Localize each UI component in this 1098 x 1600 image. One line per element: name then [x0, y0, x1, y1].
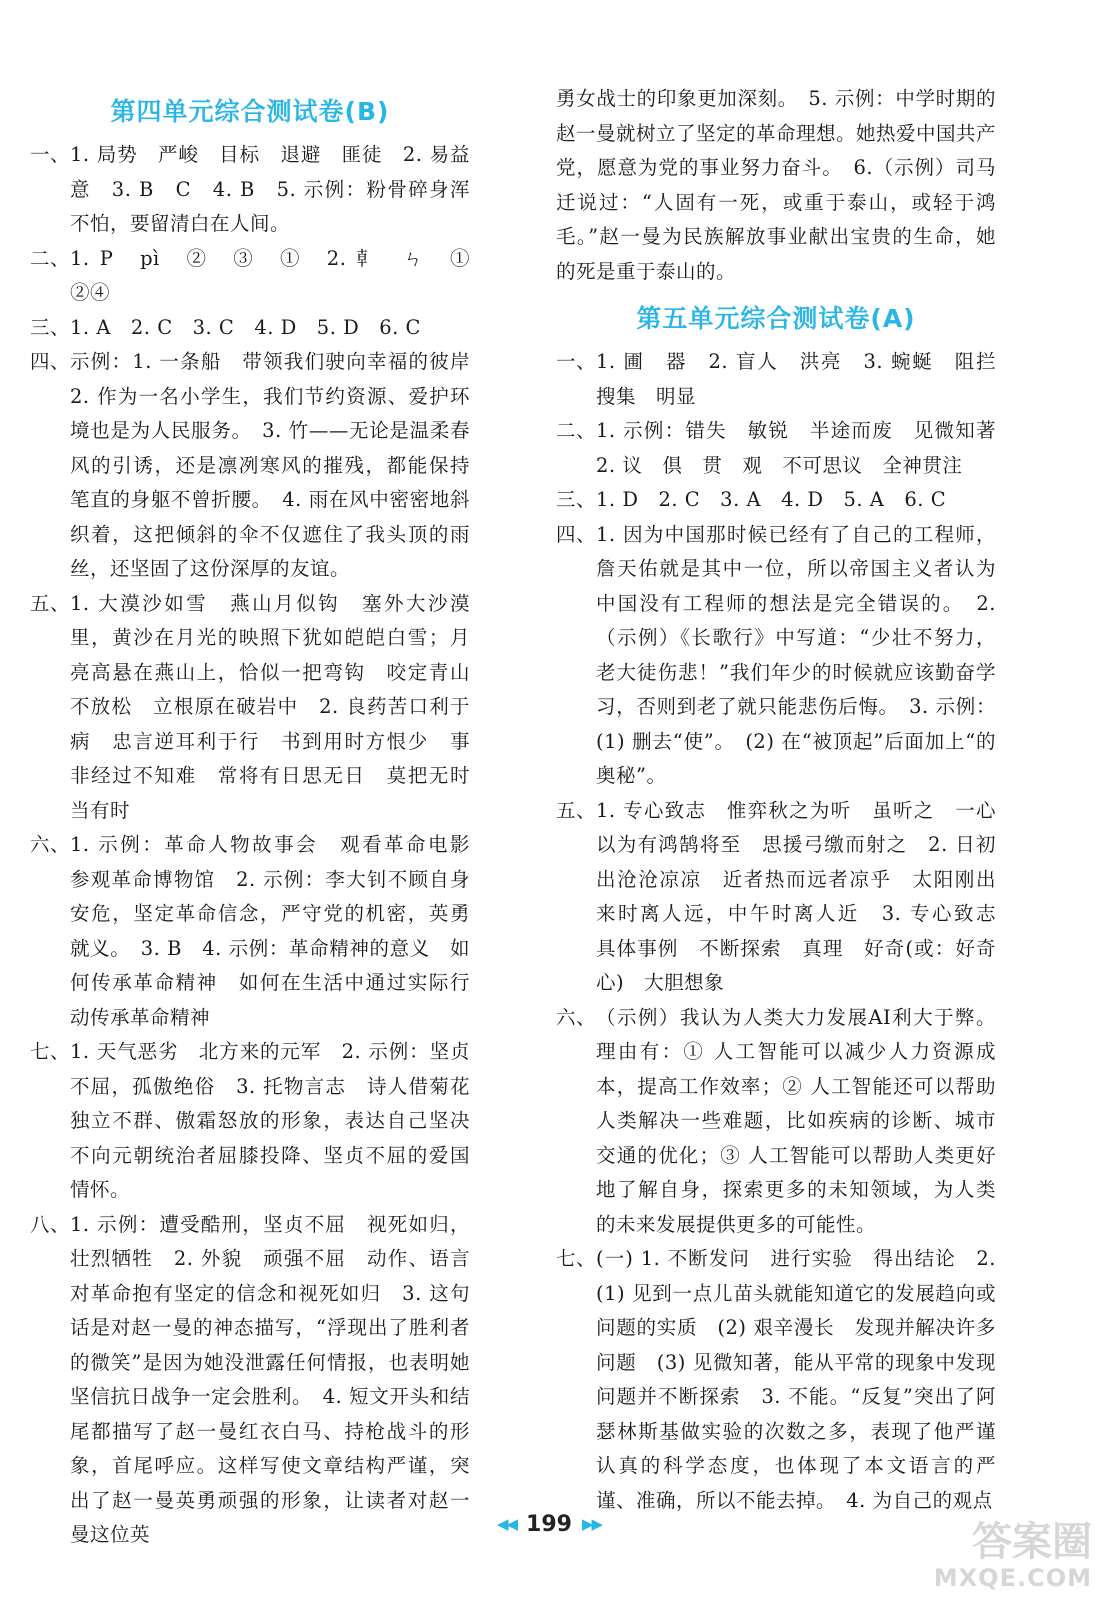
item-number: 六、: [30, 833, 71, 856]
left-column: [30, 82, 491, 1553]
item-text: 1. P pì ② ③ ① 2. 龺 ㄣ ① ②④: [70, 246, 491, 304]
item-text: 1. 因为中国那时候已经有了自己的工程师，詹天佑就是其中一位，所以帝国主义者认为中国没有工程师的想法是完全错误的。 2.（示例）《长歌行》中写道：“少壮不努力，老大徒伤悲！”我们年少的时候就应该勤奋学习，否则到老了就只能悲伤后悔。 3. 示例：(1) 删去“使”。 (2) 在“被顶起”后面加上“的奥秘”。: [596, 522, 996, 787]
item-number: 四、: [556, 522, 597, 546]
section-title-unit5a: 第五单元综合测试卷(A): [636, 304, 916, 333]
prev-arrows-icon: ◀◀: [496, 1515, 517, 1533]
item-text: 勇女战士的印象更加深刻。 5. 示例：中学时期的赵一曼就树立了坚定的革命理想。她热爱中国共产党，愿意为党的事业努力奋斗。 6.（示例）司马迁说过：“人固有一死，或重于泰山，或轻于鸿毛。”赵一曼为民族解放事业献出宝贵的生命，她的死是重于泰山的。: [556, 87, 997, 283]
item-text: (一) 1. 不断发问 进行实验 得出结论 2. (1) 见到一点儿苗头就能知道它的发展趋向或问题的实质 (2) 艰辛漫长 发现并解决许多问题 (3) 见微知著，能从平常的现象中发现问题并不断探索 3. 不能。“反复”突出了阿瑟林斯基做实验的次数之多，表现了他严谨认真的科学态度，也体现了本文语言的严谨、准确，所以不能去掉。 4. 为自己的观点: [596, 1247, 996, 1512]
item-text: 1. A 2. C 3. C 4. D 5. D 6. C: [70, 315, 421, 339]
watermark-logo: [892, 1520, 1092, 1592]
answer-item: [556, 1001, 996, 1243]
item-number: 七、: [556, 1247, 597, 1270]
item-number: 五、: [556, 798, 597, 822]
answer-item: [30, 345, 491, 587]
item-number: 四、: [30, 350, 71, 373]
answer-item: [556, 483, 996, 518]
answer-continuation: [556, 82, 996, 289]
item-text: 1. 大漠沙如雪 燕山月似钩 塞外大沙漠里，黄沙在月光的映照下犹如皑皑白雪；月亮高悬在燕山上，恰似一把弯钩 咬定青山不放松 立根原在破岩中 2. 良药苦口利于病 忠言逆耳利于行 书到用时方恨少 事非经过不知难 常将有日思无日 莫把无时当有时: [70, 591, 470, 822]
item-number: 七、: [30, 1040, 71, 1063]
watermark-text: 答案圈: [972, 1519, 1092, 1565]
item-text: （示例）我认为人类大力发展AI利大于弊。理由有：① 人工智能可以减少人力资源成本，提高工作效率；② 人工智能还可以帮助人类解决一些难题，比如疾病的诊断、城市交通的优化；③ 人工智能可以帮助人类更好地了解自身，探索更多的未知领域，为人类的未来发展提供更多的可能性。: [596, 1005, 996, 1236]
item-number: 三、: [556, 488, 597, 511]
item-text: 1. 局势 严峻 目标 退避 匪徒 2. 易益 意 3. B C 4. B 5. 示例：粉骨碎身浑不怕，要留清白在人间。: [70, 143, 491, 235]
page-number: 199: [526, 1512, 572, 1537]
answer-item: [30, 1208, 491, 1553]
next-arrows-icon: ▶▶: [581, 1515, 602, 1533]
item-text: 1. 示例：错失 敏锐 半途而废 见微知著 2. 议 倶 贯 观 不可思议 全神贯注: [596, 419, 1017, 477]
item-text: 1. 圃 器 2. 盲人 洪亮 3. 蜿蜒 阻拦 搜集 明显: [596, 350, 1017, 408]
answer-item: [30, 828, 491, 1035]
item-number: 一、: [30, 143, 71, 166]
answer-item: [556, 414, 1017, 483]
item-text: 1. 天气恶劣 北方来的元军 2. 示例：坚贞不屈，孤傲绝俗 3. 托物言志 诗人借菊花独立不群、傲霜怒放的形象，表达自己坚决不向元朝统治者屈膝投降、坚贞不屈的爱国情怀。: [70, 1040, 470, 1201]
watermark-url: MXQE.COM: [933, 1564, 1092, 1592]
answer-item: [30, 242, 491, 311]
answer-item: [30, 311, 470, 346]
answer-item: [556, 1242, 996, 1518]
answer-item: [556, 518, 996, 794]
item-text: 示例：1. 一条船 带领我们驶向幸福的彼岸 2. 作为一名小学生，我们节约资源、爱护环境也是为人民服务。 3. 竹——无论是温柔春风的引诱，还是凛冽寒风的摧残，都能保持笔直的身躯不曾折腰。 4. 雨在风中密密地斜织着，这把倾斜的伞不仅遮住了我头顶的雨丝，还坚固了这份深厚的友谊。: [70, 350, 491, 580]
answer-item: [30, 587, 470, 829]
item-number: 五、: [30, 591, 71, 615]
item-number: 三、: [30, 315, 71, 339]
right-column: [556, 82, 1017, 1518]
answer-item: [30, 1035, 470, 1208]
item-text: 1. 专心致志 惟弈秋之为听 虽听之 一心以为有鸿鹄将至 思援弓缴而射之 2. 日初出沧沧凉凉 近者热而远者凉乎 太阳刚出来时离人远，中午时离人近 3. 专心致志 具体事例 不断探索 真理 好奇(或：好奇心) 大胆想象: [596, 798, 1017, 994]
answer-item: [556, 794, 1017, 1001]
item-number: 二、: [30, 246, 71, 270]
item-text: 1. 示例：革命人物故事会 观看革命电影 参观革命博物馆 2. 示例：李大钊不顾自身安危，坚定革命信念，严守党的机密，英勇就义。 3. B 4. 示例：革命精神的意义 如何传承革命精神 如何在生活中通过实际行动传承革命精神: [70, 833, 491, 1029]
answer-item: [30, 138, 491, 242]
item-number: 六、: [556, 1005, 597, 1029]
item-number: 一、: [556, 350, 597, 373]
item-text: 1. D 2. C 3. A 4. D 5. A 6. C: [596, 488, 947, 511]
item-text: 1. 示例：遭受酷刑，坚贞不屈 视死如归，壮烈牺牲 2. 外貌 顽强不屈 动作、语言 对革命抱有坚定的信念和视死如归 3. 这句话是对赵一曼的神态描写，“浮现出了胜利者的微笑”是因为她没泄露任何情报，也表明她坚信抗日战争一定会胜利。 4. 短文开头和结尾都描写了赵一曼红衣白马、持枪战斗的形象，首尾呼应。这样写使文章结构严谨，突出了赵一曼英勇顽强的形象，让读者对赵一曼这位英: [70, 1212, 491, 1546]
section-title-unit4b: 第四单元综合测试卷(B): [110, 97, 390, 126]
item-number: 二、: [556, 419, 597, 442]
answer-item: [556, 345, 1017, 414]
item-number: 八、: [30, 1212, 71, 1236]
